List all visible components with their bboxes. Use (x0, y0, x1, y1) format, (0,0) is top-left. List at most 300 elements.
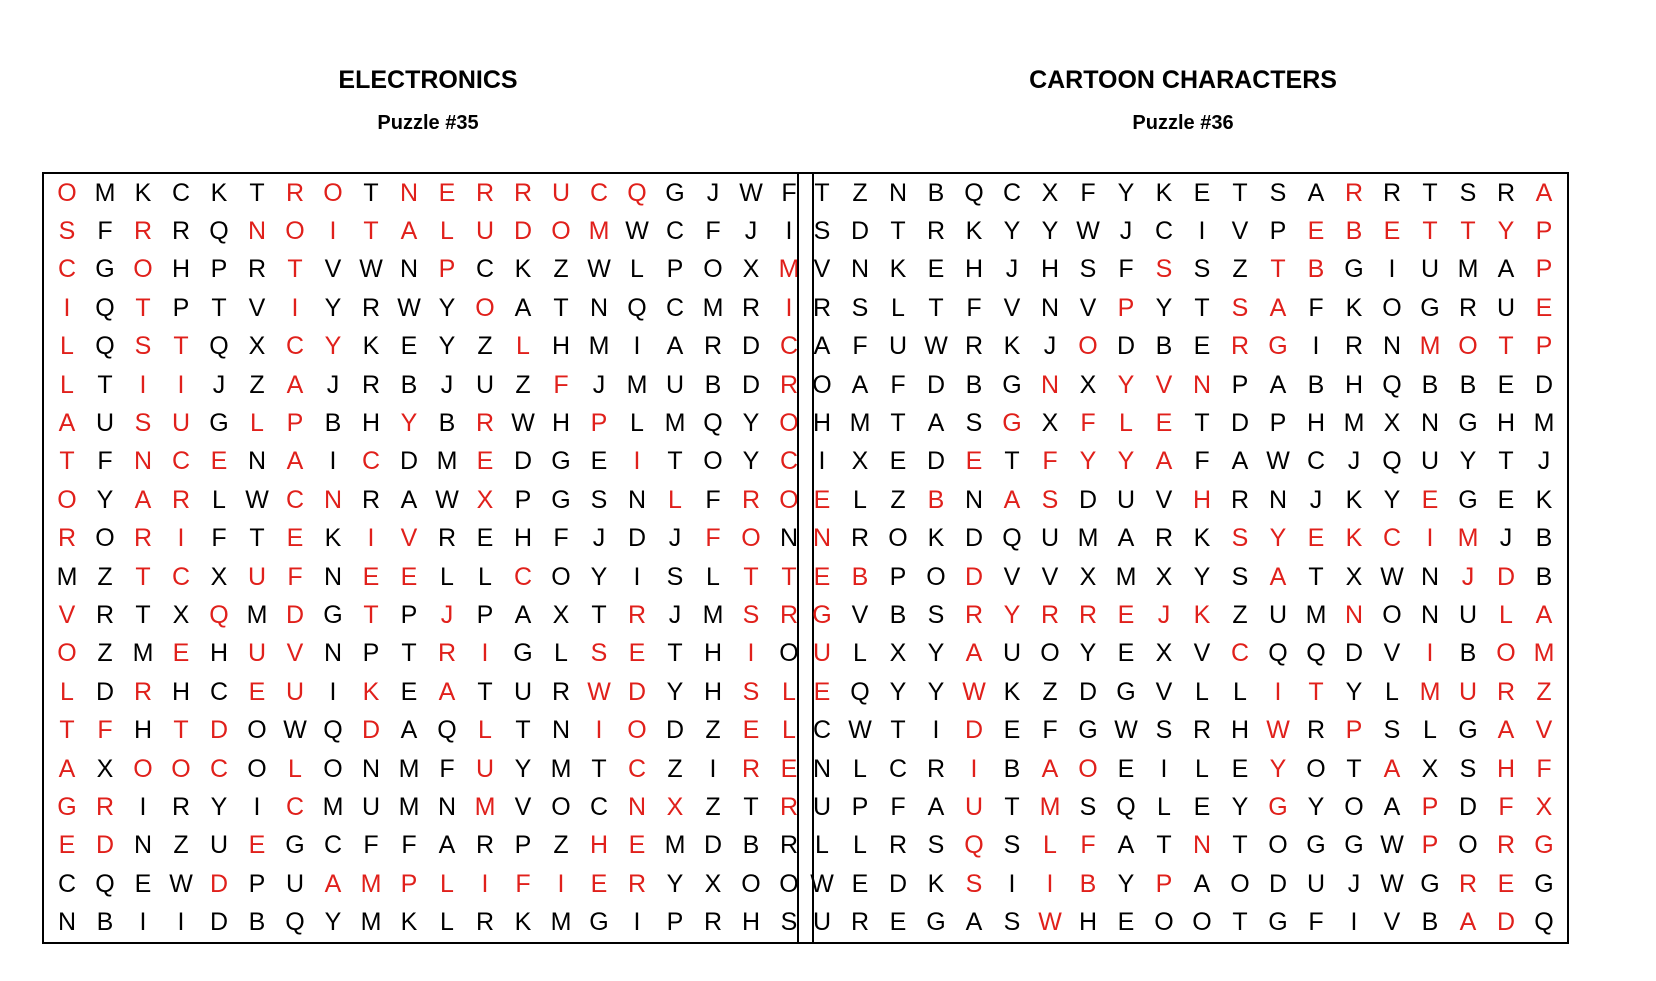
grid-letter[interactable]: O (323, 754, 343, 783)
grid-letter[interactable]: O (1078, 332, 1098, 361)
grid-letter[interactable]: S (965, 869, 983, 898)
grid-letter[interactable]: A (1269, 293, 1287, 322)
grid-letter[interactable]: A (400, 217, 418, 246)
grid-letter[interactable]: T (667, 447, 683, 476)
grid-letter[interactable]: K (134, 178, 152, 207)
grid-letter[interactable]: D (741, 370, 761, 399)
grid-letter[interactable]: R (1382, 178, 1402, 207)
grid-letter[interactable]: G (209, 409, 229, 438)
grid-letter[interactable]: L (212, 485, 226, 514)
grid-letter[interactable]: Y (514, 754, 532, 783)
grid-letter[interactable]: Z (1536, 677, 1552, 706)
grid-letter[interactable]: O (741, 524, 761, 553)
grid-letter[interactable]: W (810, 869, 834, 898)
grid-letter[interactable]: P (1117, 293, 1135, 322)
grid-letter[interactable]: H (171, 677, 191, 706)
grid-letter[interactable]: B (248, 908, 266, 937)
grid-letter[interactable]: R (1154, 524, 1174, 553)
grid-letter[interactable]: P (590, 409, 608, 438)
grid-letter[interactable]: P (1535, 217, 1553, 246)
grid-letter[interactable]: Y (1383, 485, 1401, 514)
grid-letter[interactable]: E (965, 447, 983, 476)
grid-letter[interactable]: D (703, 831, 723, 860)
grid-letter[interactable]: H (209, 639, 229, 668)
grid-letter[interactable]: D (1344, 639, 1364, 668)
grid-letter[interactable]: S (1231, 293, 1249, 322)
grid-letter[interactable]: T (1308, 677, 1324, 706)
grid-letter[interactable]: W (1114, 716, 1138, 745)
grid-letter[interactable]: L (440, 562, 454, 591)
grid-letter[interactable]: E (590, 447, 608, 476)
grid-letter[interactable]: H (171, 255, 191, 284)
grid-letter[interactable]: R (1078, 601, 1098, 630)
grid-letter[interactable]: E (248, 677, 266, 706)
grid-letter[interactable]: U (1420, 447, 1440, 476)
grid-letter[interactable]: S (742, 601, 760, 630)
grid-letter[interactable]: I (139, 370, 147, 399)
grid-letter[interactable]: A (1269, 562, 1287, 591)
grid-letter[interactable]: K (362, 332, 380, 361)
grid-letter[interactable]: S (851, 293, 869, 322)
grid-letter[interactable]: L (853, 485, 867, 514)
grid-letter[interactable]: A (927, 793, 945, 822)
grid-letter[interactable]: V (248, 293, 266, 322)
grid-letter[interactable]: E (1231, 754, 1249, 783)
grid-letter[interactable]: N (1344, 601, 1364, 630)
grid-letter[interactable]: G (1344, 255, 1364, 284)
grid-letter[interactable]: R (779, 831, 799, 860)
grid-letter[interactable]: D (964, 562, 984, 591)
grid-letter[interactable]: I (633, 332, 641, 361)
grid-letter[interactable]: P (400, 601, 418, 630)
grid-letter[interactable]: O (1458, 831, 1478, 860)
grid-letter[interactable]: K (1345, 524, 1363, 553)
grid-letter[interactable]: A (1497, 255, 1515, 284)
grid-letter[interactable]: S (1155, 255, 1173, 284)
grid-letter[interactable]: V (400, 524, 418, 553)
grid-letter[interactable]: O (1192, 908, 1212, 937)
grid-letter[interactable]: H (964, 255, 984, 284)
grid-letter[interactable]: M (664, 409, 686, 438)
grid-letter[interactable]: G (1534, 831, 1554, 860)
grid-letter[interactable]: Q (1534, 908, 1554, 937)
grid-letter[interactable]: S (780, 908, 798, 937)
grid-letter[interactable]: O (133, 754, 153, 783)
grid-letter[interactable]: F (553, 524, 569, 553)
grid-letter[interactable]: T (249, 524, 265, 553)
grid-letter[interactable]: C (285, 485, 305, 514)
grid-letter[interactable]: V (514, 793, 532, 822)
grid-letter[interactable]: E (476, 447, 494, 476)
grid-letter[interactable]: T (553, 293, 569, 322)
grid-letter[interactable]: C (888, 754, 908, 783)
grid-letter[interactable]: H (1306, 409, 1326, 438)
grid-letter[interactable]: Z (477, 332, 493, 361)
grid-letter[interactable]: E (1117, 601, 1135, 630)
grid-letter[interactable]: T (928, 293, 944, 322)
grid-letter[interactable]: A (1383, 793, 1401, 822)
grid-letter[interactable]: T (1232, 831, 1248, 860)
grid-letter[interactable]: M (1533, 409, 1555, 438)
grid-letter[interactable]: C (57, 869, 77, 898)
grid-letter[interactable]: D (1496, 562, 1516, 591)
grid-letter[interactable]: N (57, 908, 77, 937)
grid-letter[interactable]: L (706, 562, 720, 591)
grid-letter[interactable]: U (247, 639, 267, 668)
grid-letter[interactable]: Y (1193, 562, 1211, 591)
grid-letter[interactable]: E (1497, 485, 1515, 514)
grid-letter[interactable]: A (286, 447, 304, 476)
grid-letter[interactable]: M (1343, 409, 1365, 438)
grid-letter[interactable]: K (889, 255, 907, 284)
grid-letter[interactable]: K (1193, 601, 1211, 630)
grid-letter[interactable]: Q (627, 293, 647, 322)
grid-letter[interactable]: F (1042, 716, 1058, 745)
grid-letter[interactable]: T (363, 178, 379, 207)
grid-letter[interactable]: O (247, 716, 267, 745)
grid-letter[interactable]: C (209, 677, 229, 706)
grid-letter[interactable]: Y (96, 485, 114, 514)
grid-letter[interactable]: B (927, 178, 945, 207)
grid-letter[interactable]: B (1421, 908, 1439, 937)
grid-letter[interactable]: D (361, 716, 381, 745)
grid-letter[interactable]: U (1496, 293, 1516, 322)
grid-letter[interactable]: Z (553, 255, 569, 284)
grid-letter[interactable]: D (95, 831, 115, 860)
grid-letter[interactable]: L (1423, 716, 1437, 745)
grid-letter[interactable]: F (781, 178, 797, 207)
grid-letter[interactable]: M (778, 255, 800, 284)
grid-letter[interactable]: U (1002, 639, 1022, 668)
grid-letter[interactable]: R (779, 601, 799, 630)
grid-letter[interactable]: Y (1117, 447, 1135, 476)
grid-letter[interactable]: R (779, 370, 799, 399)
grid-letter[interactable]: O (323, 178, 343, 207)
grid-letter[interactable]: R (627, 869, 647, 898)
grid-letter[interactable]: L (440, 908, 454, 937)
grid-letter[interactable]: E (1307, 524, 1325, 553)
grid-letter[interactable]: R (964, 601, 984, 630)
grid-letter[interactable]: C (627, 754, 647, 783)
grid-letter[interactable]: V (813, 255, 831, 284)
grid-letter[interactable]: I (1312, 332, 1320, 361)
grid-letter[interactable]: Y (1231, 793, 1249, 822)
grid-letter[interactable]: O (779, 869, 799, 898)
grid-letter[interactable]: I (367, 524, 375, 553)
grid-letter[interactable]: B (927, 485, 945, 514)
grid-letter[interactable]: U (209, 831, 229, 860)
grid-letter[interactable]: A (813, 332, 831, 361)
grid-letter[interactable]: D (285, 601, 305, 630)
grid-letter[interactable]: L (1233, 677, 1247, 706)
grid-letter[interactable]: A (1535, 601, 1553, 630)
grid-letter[interactable]: F (1308, 293, 1324, 322)
grid-letter[interactable]: V (58, 601, 76, 630)
grid-letter[interactable]: D (209, 908, 229, 937)
grid-letter[interactable]: N (1192, 370, 1212, 399)
grid-letter[interactable]: R (850, 908, 870, 937)
grid-letter[interactable]: J (706, 178, 720, 207)
grid-letter[interactable]: C (589, 793, 609, 822)
grid-letter[interactable]: O (1382, 601, 1402, 630)
grid-letter[interactable]: Y (1079, 639, 1097, 668)
grid-letter[interactable]: T (781, 562, 797, 591)
grid-letter[interactable]: M (664, 831, 686, 860)
grid-letter[interactable]: R (171, 485, 191, 514)
grid-letter[interactable]: J (668, 524, 682, 553)
grid-letter[interactable]: G (1002, 409, 1022, 438)
grid-letter[interactable]: T (1422, 217, 1438, 246)
grid-letter[interactable]: B (1079, 869, 1097, 898)
grid-letter[interactable]: P (1345, 716, 1363, 745)
grid-letter[interactable]: N (1040, 293, 1060, 322)
grid-letter[interactable]: B (965, 370, 983, 399)
grid-letter[interactable]: H (1192, 485, 1212, 514)
grid-letter[interactable]: C (171, 562, 191, 591)
grid-letter[interactable]: K (1193, 524, 1211, 553)
grid-letter[interactable]: L (60, 677, 74, 706)
grid-letter[interactable]: O (57, 178, 77, 207)
grid-letter[interactable]: S (590, 639, 608, 668)
grid-letter[interactable]: U (812, 908, 832, 937)
grid-letter[interactable]: M (360, 908, 382, 937)
grid-letter[interactable]: F (1194, 447, 1210, 476)
grid-letter[interactable]: M (702, 601, 724, 630)
grid-letter[interactable]: I (633, 562, 641, 591)
grid-letter[interactable]: F (890, 370, 906, 399)
grid-letter[interactable]: U (1116, 485, 1136, 514)
grid-letter[interactable]: T (135, 601, 151, 630)
grid-letter[interactable]: S (58, 217, 76, 246)
grid-letter[interactable]: M (1533, 639, 1555, 668)
grid-letter[interactable]: J (592, 370, 606, 399)
grid-letter[interactable]: C (665, 217, 685, 246)
grid-letter[interactable]: Z (852, 178, 868, 207)
grid-letter[interactable]: Z (1232, 601, 1248, 630)
grid-letter[interactable]: N (437, 793, 457, 822)
grid-letter[interactable]: D (399, 447, 419, 476)
grid-letter[interactable]: Q (627, 178, 647, 207)
grid-letter[interactable]: O (1078, 754, 1098, 783)
grid-letter[interactable]: O (1230, 869, 1250, 898)
grid-letter[interactable]: F (287, 562, 303, 591)
grid-letter[interactable]: V (1535, 716, 1553, 745)
grid-letter[interactable]: N (1192, 831, 1212, 860)
grid-letter[interactable]: F (1536, 754, 1552, 783)
grid-letter[interactable]: U (1306, 869, 1326, 898)
grid-letter[interactable]: O (247, 754, 267, 783)
grid-letter[interactable]: Z (553, 831, 569, 860)
grid-letter[interactable]: S (813, 217, 831, 246)
grid-letter[interactable]: Y (1079, 447, 1097, 476)
grid-letter[interactable]: Y (324, 332, 342, 361)
grid-letter[interactable]: M (849, 409, 871, 438)
grid-letter[interactable]: M (550, 754, 572, 783)
grid-letter[interactable]: I (177, 370, 185, 399)
grid-letter[interactable]: G (812, 601, 832, 630)
grid-letter[interactable]: K (210, 178, 228, 207)
grid-letter[interactable]: Q (964, 831, 984, 860)
grid-letter[interactable]: I (595, 716, 603, 745)
grid-letter[interactable]: Y (666, 869, 684, 898)
grid-letter[interactable]: P (438, 255, 456, 284)
grid-letter[interactable]: A (1383, 754, 1401, 783)
grid-letter[interactable]: C (1382, 524, 1402, 553)
grid-letter[interactable]: E (1535, 293, 1553, 322)
grid-letter[interactable]: X (1041, 178, 1059, 207)
grid-letter[interactable]: R (1230, 485, 1250, 514)
grid-letter[interactable]: R (1496, 178, 1516, 207)
grid-letter[interactable]: N (812, 524, 832, 553)
grid-letter[interactable]: N (323, 639, 343, 668)
grid-letter[interactable]: A (1041, 754, 1059, 783)
grid-letter[interactable]: Y (400, 409, 418, 438)
grid-letter[interactable]: L (288, 754, 302, 783)
grid-letter[interactable]: T (135, 562, 151, 591)
grid-letter[interactable]: D (513, 447, 533, 476)
grid-letter[interactable]: T (890, 716, 906, 745)
grid-letter[interactable]: I (1350, 908, 1358, 937)
grid-letter[interactable]: E (1117, 908, 1135, 937)
grid-letter[interactable]: U (475, 754, 495, 783)
grid-letter[interactable]: B (324, 409, 342, 438)
grid-letter[interactable]: O (926, 562, 946, 591)
grid-letter[interactable]: K (324, 524, 342, 553)
grid-letter[interactable]: D (888, 869, 908, 898)
grid-letter[interactable]: T (1232, 178, 1248, 207)
grid-letter[interactable]: C (779, 332, 799, 361)
grid-letter[interactable]: D (209, 869, 229, 898)
grid-letter[interactable]: G (1458, 485, 1478, 514)
grid-letter[interactable]: U (247, 562, 267, 591)
grid-letter[interactable]: O (551, 562, 571, 591)
grid-letter[interactable]: G (323, 601, 343, 630)
grid-letter[interactable]: E (813, 562, 831, 591)
grid-letter[interactable]: X (1079, 370, 1097, 399)
grid-letter[interactable]: I (1160, 754, 1168, 783)
grid-letter[interactable]: N (1420, 601, 1440, 630)
grid-letter[interactable]: U (475, 217, 495, 246)
grid-letter[interactable]: T (1308, 562, 1324, 591)
grid-letter[interactable]: F (705, 485, 721, 514)
grid-letter[interactable]: V (1003, 562, 1021, 591)
grid-letter[interactable]: C (323, 831, 343, 860)
grid-letter[interactable]: A (1003, 485, 1021, 514)
grid-letter[interactable]: E (1497, 370, 1515, 399)
grid-letter[interactable]: T (743, 793, 759, 822)
grid-letter[interactable]: X (172, 601, 190, 630)
grid-letter[interactable]: O (475, 293, 495, 322)
grid-letter[interactable]: W (1038, 908, 1062, 937)
grid-letter[interactable]: N (361, 754, 381, 783)
grid-letter[interactable]: B (1459, 370, 1477, 399)
grid-letter[interactable]: E (1383, 217, 1401, 246)
grid-letter[interactable]: P (362, 639, 380, 668)
grid-letter[interactable]: E (248, 831, 266, 860)
grid-letter[interactable]: W (169, 869, 193, 898)
grid-letter[interactable]: N (888, 178, 908, 207)
grid-letter[interactable]: D (1078, 485, 1098, 514)
grid-letter[interactable]: R (812, 293, 832, 322)
grid-letter[interactable]: U (285, 869, 305, 898)
grid-letter[interactable]: A (927, 409, 945, 438)
grid-letter[interactable]: T (890, 409, 906, 438)
grid-letter[interactable]: R (1192, 716, 1212, 745)
grid-letter[interactable]: I (329, 677, 337, 706)
grid-letter[interactable]: E (1307, 217, 1325, 246)
grid-letter[interactable]: C (171, 447, 191, 476)
grid-letter[interactable]: J (1347, 447, 1361, 476)
grid-letter[interactable]: B (400, 370, 418, 399)
grid-letter[interactable]: W (1266, 447, 1290, 476)
grid-letter[interactable]: T (211, 293, 227, 322)
grid-letter[interactable]: W (435, 485, 459, 514)
grid-letter[interactable]: D (627, 524, 647, 553)
grid-letter[interactable]: V (1383, 908, 1401, 937)
grid-letter[interactable]: E (1193, 332, 1211, 361)
grid-letter[interactable]: Q (1002, 524, 1022, 553)
grid-letter[interactable]: G (589, 908, 609, 937)
grid-letter[interactable]: C (361, 447, 381, 476)
grid-letter[interactable]: T (1194, 293, 1210, 322)
grid-letter[interactable]: O (779, 639, 799, 668)
grid-letter[interactable]: B (1155, 332, 1173, 361)
grid-letter[interactable]: Z (97, 639, 113, 668)
grid-letter[interactable]: A (400, 716, 418, 745)
grid-letter[interactable]: J (1043, 332, 1057, 361)
grid-letter[interactable]: J (668, 601, 682, 630)
grid-letter[interactable]: F (515, 869, 531, 898)
grid-letter[interactable]: A (851, 370, 869, 399)
grid-letter[interactable]: W (245, 485, 269, 514)
grid-letter[interactable]: S (1079, 793, 1097, 822)
grid-letter[interactable]: W (359, 255, 383, 284)
grid-letter[interactable]: A (514, 293, 532, 322)
grid-letter[interactable]: L (1119, 409, 1133, 438)
grid-letter[interactable]: P (1155, 869, 1173, 898)
grid-letter[interactable]: I (1008, 869, 1016, 898)
grid-letter[interactable]: T (173, 332, 189, 361)
grid-letter[interactable]: Z (515, 370, 531, 399)
grid-letter[interactable]: V (1155, 370, 1173, 399)
grid-letter[interactable]: N (779, 524, 799, 553)
grid-letter[interactable]: M (56, 562, 78, 591)
grid-letter[interactable]: R (171, 217, 191, 246)
grid-letter[interactable]: R (779, 793, 799, 822)
grid-letter[interactable]: V (324, 255, 342, 284)
grid-letter[interactable]: J (1347, 869, 1361, 898)
grid-letter[interactable]: E (400, 562, 418, 591)
grid-letter[interactable]: R (551, 677, 571, 706)
grid-letter[interactable]: E (400, 677, 418, 706)
grid-letter[interactable]: I (139, 793, 147, 822)
grid-letter[interactable]: Y (1307, 793, 1325, 822)
grid-letter[interactable]: Q (95, 293, 115, 322)
grid-letter[interactable]: G (1306, 831, 1326, 860)
grid-letter[interactable]: K (1003, 332, 1021, 361)
grid-letter[interactable]: G (285, 831, 305, 860)
grid-letter[interactable]: P (172, 293, 190, 322)
grid-letter[interactable]: S (1041, 485, 1059, 514)
grid-letter[interactable]: E (813, 677, 831, 706)
grid-letter[interactable]: D (665, 716, 685, 745)
grid-letter[interactable]: B (438, 409, 456, 438)
grid-letter[interactable]: I (633, 447, 641, 476)
grid-letter[interactable]: H (589, 831, 609, 860)
grid-letter[interactable]: L (60, 332, 74, 361)
grid-letter[interactable]: U (1420, 255, 1440, 284)
grid-letter[interactable]: L (630, 409, 644, 438)
